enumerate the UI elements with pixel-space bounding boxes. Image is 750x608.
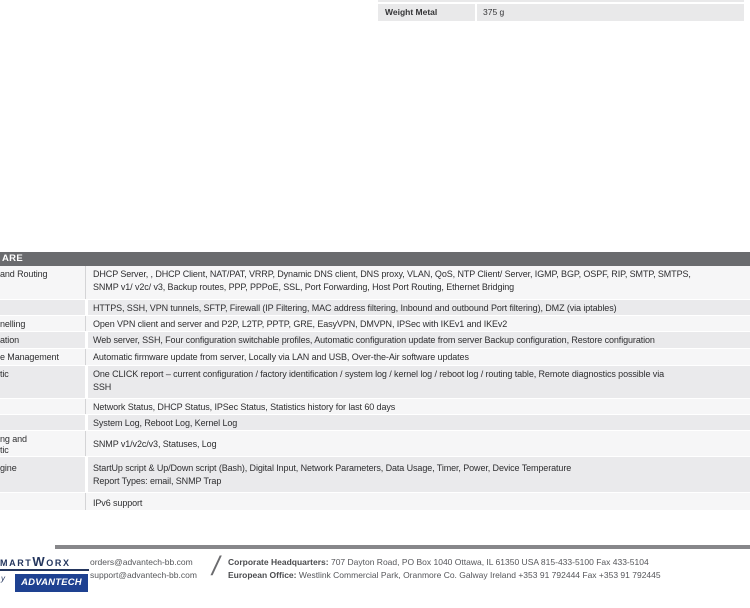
row-label: nelling bbox=[0, 319, 26, 329]
feature-row-status bbox=[0, 399, 750, 415]
row-text: StartUp script & Up/Down script (Bash), Digital Input, Network Parameters, Data Usage, Timer, Power, Device Temperature bbox=[93, 463, 572, 473]
slash-separator: / bbox=[212, 551, 220, 581]
advantech-logo-badge: ADVANTECH bbox=[15, 574, 88, 592]
feature-row-configuration bbox=[0, 332, 750, 349]
spec-label: Weight Metal bbox=[378, 4, 477, 21]
section-title-fragment: ARE bbox=[2, 253, 23, 264]
row-label: and Routing bbox=[0, 269, 48, 279]
feature-row-security bbox=[0, 300, 750, 316]
row-text: DHCP Server, , DHCP Client, NAT/PAT, VRRP, Dynamic DNS client, DNS proxy, VLAN, QoS, NTP Client/ Server, IGMP, BGP, OSPF, RIP, SMTP, SMTPS, bbox=[93, 269, 691, 279]
row-text: Open VPN client and server and P2P, L2TP, PPTP, GRE, EasyVPN, DMVPN, IPSec with IKEv1 and IKEv2 bbox=[93, 319, 508, 329]
row-text: One CLICK report – current configuration / factory identification / system log / kernel log / reboot log / routing table, Remote diagnostics possible via bbox=[93, 369, 665, 379]
row-text: Web server, SSH, Four configuration switchable profiles, Automatic configuration update from server Backup configuration, Restore configuration bbox=[93, 335, 655, 345]
european-office-text: Westlink Commercial Park, Oranmore Co. Galway Ireland +353 91 792444 Fax +353 91 792445 bbox=[296, 570, 661, 580]
row-label bbox=[0, 431, 85, 456]
feature-row-tunnelling bbox=[0, 316, 750, 332]
feature-row-networking-routing bbox=[0, 266, 750, 300]
row-text: HTTPS, SSH, VPN tunnels, SFTP, Firewall (IP Filtering, MAC address filtering, Inbound and outbound Port filtering), DMZ (via iptables) bbox=[93, 303, 617, 313]
feature-row-event-engine bbox=[0, 457, 750, 493]
software-section bbox=[0, 252, 750, 511]
row-text: SNMP v1/ v2c/ v3, Backup routes, PPP, PPPoE, SSL, Port Forwarding, Host Port Routing, Ethernet Bridging bbox=[93, 282, 515, 292]
spec-row-weight-metal bbox=[378, 4, 744, 21]
corporate-hq-text: 707 Dayton Road, PO Box 1040 Ottawa, IL 61350 USA 815-433-5100 Fax 433-5104 bbox=[328, 557, 649, 567]
logo-underline bbox=[0, 569, 89, 571]
european-office-line bbox=[228, 569, 661, 582]
section-header-bar bbox=[0, 252, 750, 266]
footer-emails bbox=[90, 556, 197, 582]
row-label-line: ng and bbox=[0, 434, 27, 444]
row-text: IPv6 support bbox=[93, 498, 143, 508]
row-text: Automatic firmware update from server, Locally via LAN and USB, Over-the-Air software updates bbox=[93, 352, 469, 362]
row-label bbox=[0, 399, 85, 414]
footer-addresses bbox=[228, 556, 661, 582]
row-text: SNMP v1/v2c/v3, Statuses, Log bbox=[93, 439, 217, 449]
feature-row-diagnostic bbox=[0, 366, 750, 399]
row-label: gine bbox=[0, 463, 17, 473]
spec-value: 375 g bbox=[483, 7, 505, 17]
row-text: System Log, Reboot Log, Kernel Log bbox=[93, 418, 238, 428]
row-label: e Management bbox=[0, 352, 59, 362]
row-label bbox=[0, 415, 85, 430]
row-text: Network Status, DHCP Status, IPSec Status, Statistics history for last 60 days bbox=[93, 402, 396, 412]
row-label-line: tic bbox=[0, 445, 9, 455]
row-text: SSH bbox=[93, 382, 112, 392]
feature-row-firmware-management bbox=[0, 349, 750, 366]
email-support: support@advantech-bb.com bbox=[90, 570, 197, 580]
spec-table-fragment bbox=[378, 0, 744, 21]
smartworx-wordmark: martWorx bbox=[0, 554, 71, 569]
email-orders: orders@advantech-bb.com bbox=[90, 557, 193, 567]
corporate-hq-line bbox=[228, 556, 661, 569]
feature-row-logs bbox=[0, 415, 750, 431]
row-text: Report Types: email, SNMP Trap bbox=[93, 476, 222, 486]
powered-by-fragment: y bbox=[1, 574, 5, 583]
corporate-hq-label: Corporate Headquarters: bbox=[228, 557, 329, 567]
feature-row-monitoring-diagnostic bbox=[0, 431, 750, 457]
row-label bbox=[0, 300, 85, 315]
spec-table-cut-row bbox=[378, 0, 744, 2]
row-label: ation bbox=[0, 335, 20, 345]
feature-row-ipv6 bbox=[0, 493, 750, 511]
row-label bbox=[0, 493, 85, 510]
row-label: tic bbox=[0, 369, 9, 379]
footer-divider-rule bbox=[55, 545, 750, 549]
european-office-label: European Office: bbox=[228, 570, 297, 580]
